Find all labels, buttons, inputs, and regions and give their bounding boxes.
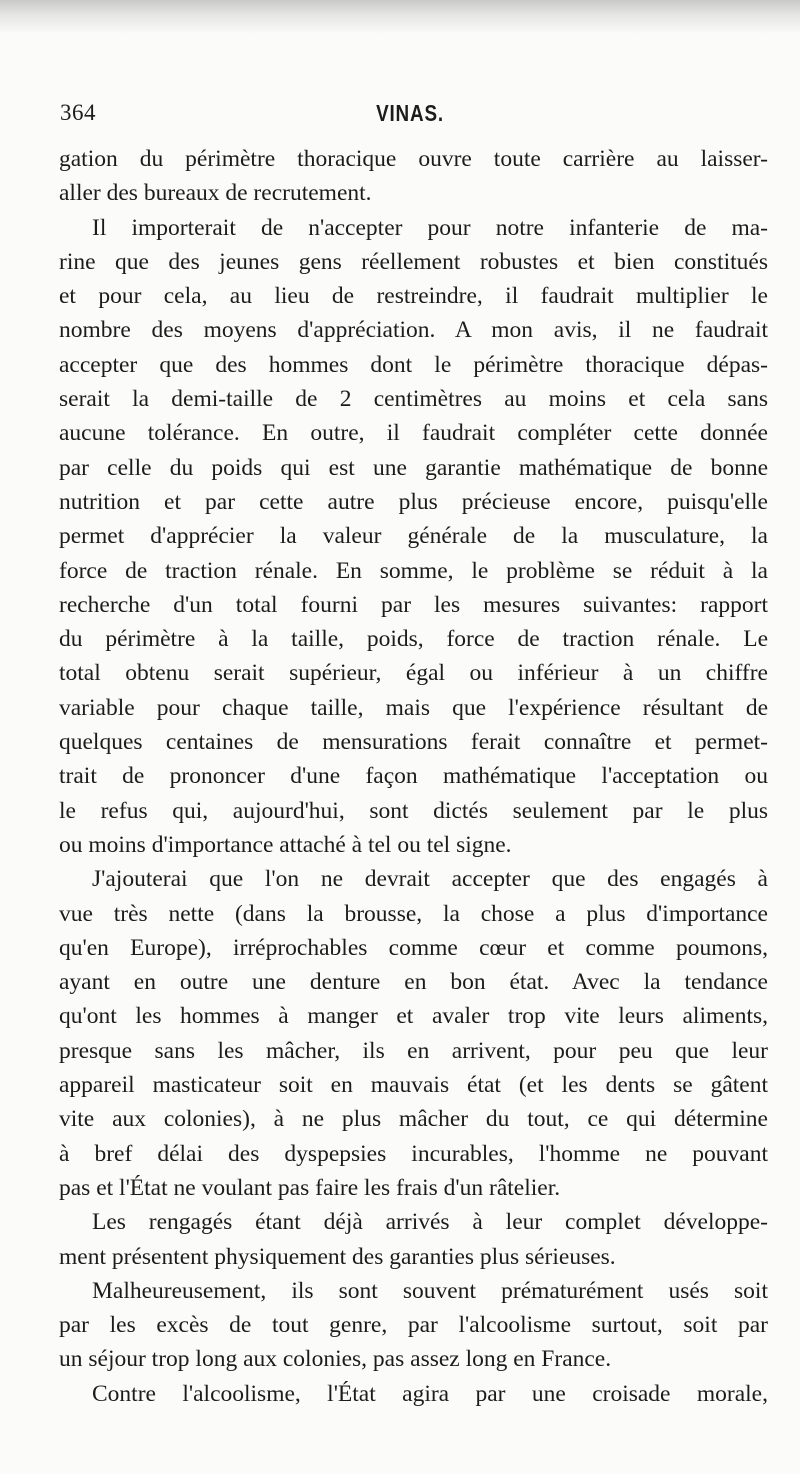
text-line-1: gation du périmètre thoracique ouvre toute carrière au laisser- xyxy=(59,146,768,172)
text-line-23: vue très nette (dans la brousse, la chose a plus d'importance xyxy=(59,900,768,927)
text-line-17: variable pour chaque taille, mais que l'expérience résultant de xyxy=(59,694,768,721)
text-line-31: pas et l'État ne voulant pas faire les frais d'un râtelier. xyxy=(59,1174,561,1201)
text-line-32: Les rengagés étant déjà arrivés à leur complet développe- xyxy=(92,1209,768,1236)
page-header xyxy=(60,100,760,136)
text-line-2: aller des bureaux de recrutement. xyxy=(59,180,372,207)
text-line-21: ou moins d'importance attaché à tel ou tel signe. xyxy=(59,831,512,858)
text-line-27: presque sans les mâcher, ils en arrivent, pour peu que leur xyxy=(59,1037,768,1064)
text-line-34: Malheureusement, ils sont souvent prématurément usés soit xyxy=(92,1277,768,1304)
text-line-18: quelques centaines de mensurations ferait connaître et permet- xyxy=(59,729,768,756)
text-line-5: et pour cela, au lieu de restreindre, il faudrait multiplier le xyxy=(59,283,768,310)
text-line-20: le refus qui, aujourd'hui, sont dictés seulement par le plus xyxy=(59,797,768,824)
text-line-25: ayant en outre une denture en bon état. Avec la tendance xyxy=(59,969,768,996)
text-line-8: serait la demi-taille de 2 centimètres au moins et cela sans xyxy=(59,386,768,413)
text-line-36: un séjour trop long aux colonies, pas assez long en France. xyxy=(59,1346,612,1373)
text-line-10: par celle du poids qui est une garantie mathématique de bonne xyxy=(59,454,768,481)
text-line-15: du périmètre à la taille, poids, force de traction rénale. Le xyxy=(59,626,768,653)
text-line-35: par les excès de tout genre, par l'alcoolisme surtout, soit par xyxy=(59,1312,768,1339)
text-line-26: qu'ont les hommes à manger et avaler trop vite leurs aliments, xyxy=(59,1003,768,1030)
text-line-9: aucune tolérance. En outre, il faudrait compléter cette donnée xyxy=(59,420,768,447)
text-line-19: trait de prononcer d'une façon mathématique l'acceptation ou xyxy=(59,763,768,790)
page-number: 364 xyxy=(60,100,96,125)
text-line-29: vite aux colonies), à ne plus mâcher du tout, ce qui détermine xyxy=(59,1106,768,1133)
page-top-scan-edge xyxy=(0,0,800,34)
page-body xyxy=(59,142,768,1411)
text-line-30: à bref délai des dyspepsies incurables, l'homme ne pouvant xyxy=(59,1140,768,1167)
text-line-13: force de traction rénale. En somme, le problème se réduit à la xyxy=(59,557,768,584)
text-line-33: ment présentent physiquement des garanties plus sérieuses. xyxy=(59,1243,616,1270)
text-line-6: nombre des moyens d'appréciation. A mon avis, il ne faudrait xyxy=(59,317,768,344)
text-line-4: rine que des jeunes gens réellement robustes et bien constitués xyxy=(59,248,768,275)
text-line-3: Il importerait de n'accepter pour notre infanterie de ma- xyxy=(92,214,768,241)
text-line-12: permet d'apprécier la valeur générale de la musculature, la xyxy=(59,523,768,550)
text-line-16: total obtenu serait supérieur, égal ou inférieur à un chiffre xyxy=(59,660,768,687)
text-line-22: J'ajouterai que l'on ne devrait accepter que des engagés à xyxy=(92,866,768,893)
text-line-24: qu'en Europe), irréprochables comme cœur et comme poumons, xyxy=(59,934,768,961)
running-title: VINAS. xyxy=(376,100,444,126)
text-line-37: Contre l'alcoolisme, l'État agira par une croisade morale, xyxy=(92,1380,768,1407)
text-line-11: nutrition et par cette autre plus précieuse encore, puisqu'elle xyxy=(59,488,768,515)
text-line-7: accepter que des hommes dont le périmètre thoracique dépas- xyxy=(59,351,768,378)
text-line-14: recherche d'un total fourni par les mesures suivantes: rapport xyxy=(59,591,768,618)
text-line-28: appareil masticateur soit en mauvais état (et les dents se gâtent xyxy=(59,1072,768,1099)
